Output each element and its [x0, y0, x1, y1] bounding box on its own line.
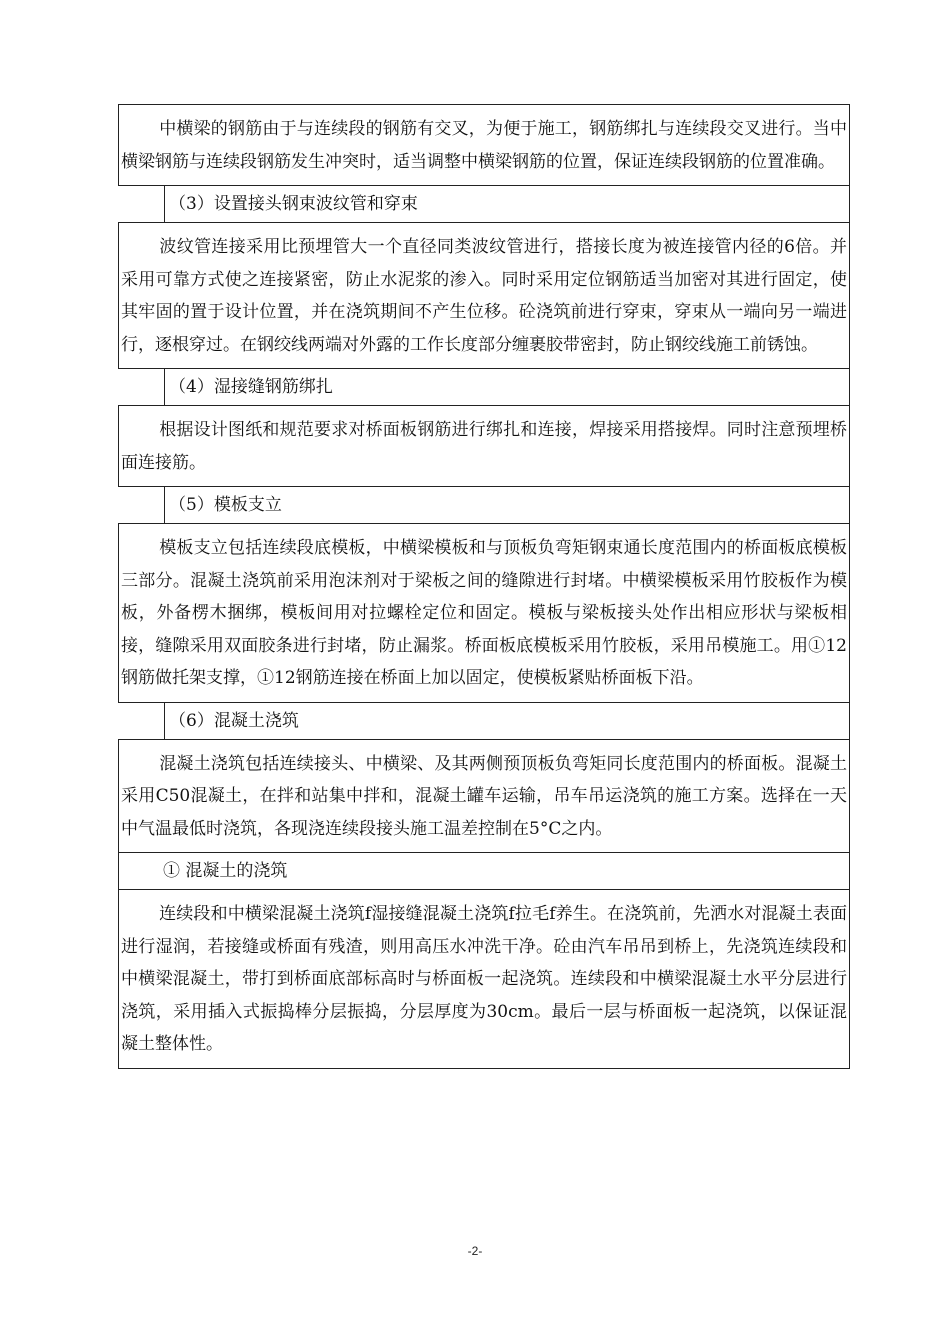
paragraph-formwork: [118, 523, 850, 703]
paragraph-text: 波纹管连接采用比预埋管大一个直径同类波纹管进行，搭接长度为被连接管内径的6倍。并采用可靠方式使之连接紧密，防止水泥浆的渗入。同时采用定位钢筋适当加密对其进行固定，使其牢固的置于设计位置，并在浇筑期间不产生位移。砼浇筑前进行穿束，穿束从一端向另一端进行，逐根穿过。在钢绞线两端对外露的工作长度部分缠裹胶带密封，防止钢绞线施工前锈蚀。: [121, 237, 847, 355]
paragraph-concrete-pouring: [118, 739, 850, 854]
heading-row-5: [118, 486, 850, 524]
paragraph-text: 混凝土浇筑包括连续接头、中横梁、及其两侧预顶板负弯矩同长度范围内的桥面板。混凝土采用C50混凝土，在拌和站集中拌和，混凝土罐车运输，吊车吊运浇筑的施工方案。选择在一天中气温最低时浇筑，各现浇连续段接头施工温差控制在5°C之内。: [121, 753, 847, 839]
section-heading-4: （4）湿接缝钢筋绑扎: [164, 368, 850, 406]
paragraph-text: 模板支立包括连续段底模板，中横梁模板和与顶板负弯矩钢束通长度范围内的桥面板底模板三部分。混凝土浇筑前采用泡沫剂对于梁板之间的缝隙进行封堵。中横梁模板采用竹胶板作为模板，外备楞木捆绑，模板间用对拉螺栓定位和固定。模板与梁板接头处作出相应形状与梁板相接，缝隙采用双面胶条进行封堵，防止漏浆。桥面板底模板采用竹胶板，采用吊模施工。用①12钢筋做托架支撑，①12钢筋连接在桥面上加以固定，使模板紧贴桥面板下沿。: [121, 538, 847, 688]
paragraph-text: 连续段和中横梁混凝土浇筑f湿接缝混凝土浇筑f拉毛f养生。在浇筑前，先洒水对混凝土表面进行湿润，若接缝或桥面有残渣，则用高压水冲洗干净。砼由汽车吊吊到桥上，先浇筑连续段和中横梁混凝土，带打到桥面底部标高时与桥面板一起浇筑。连续段和中横梁混凝土水平分层进行浇筑，采用插入式振捣棒分层振捣，分层厚度为30cm。最后一层与桥面板一起浇筑，以保证混凝土整体性。: [121, 904, 847, 1054]
page-number: -2-: [467, 1244, 483, 1258]
section-heading-3: （3）设置接头钢束波纹管和穿束: [164, 185, 850, 223]
heading-row-3: [118, 185, 850, 223]
paragraph-text: 根据设计图纸和规范要求对桥面板钢筋进行绑扎和连接，焊接采用搭接焊。同时注意预埋桥面连接筋。: [121, 420, 847, 473]
subsection-heading-pouring: ① 混凝土的浇筑: [118, 852, 850, 890]
section-heading-6: （6）混凝土浇筑: [164, 702, 850, 740]
paragraph-duct-threading: [118, 222, 850, 369]
heading-row-pouring: [118, 852, 850, 890]
paragraph-text: 中横梁的钢筋由于与连续段的钢筋有交叉，为便于施工，钢筋绑扎与连续段交叉进行。当中横梁钢筋与连续段钢筋发生冲突时，适当调整中横梁钢筋的位置，保证连续段钢筋的位置准确。: [121, 119, 847, 172]
document-table: [118, 105, 850, 1069]
paragraph-wet-joint-rebar: [118, 405, 850, 487]
heading-row-4: [118, 368, 850, 406]
paragraph-crossbeam-rebar: [118, 104, 850, 186]
paragraph-pouring-steps: [118, 889, 850, 1069]
section-heading-5: （5）模板支立: [164, 486, 850, 524]
heading-row-6: [118, 702, 850, 740]
